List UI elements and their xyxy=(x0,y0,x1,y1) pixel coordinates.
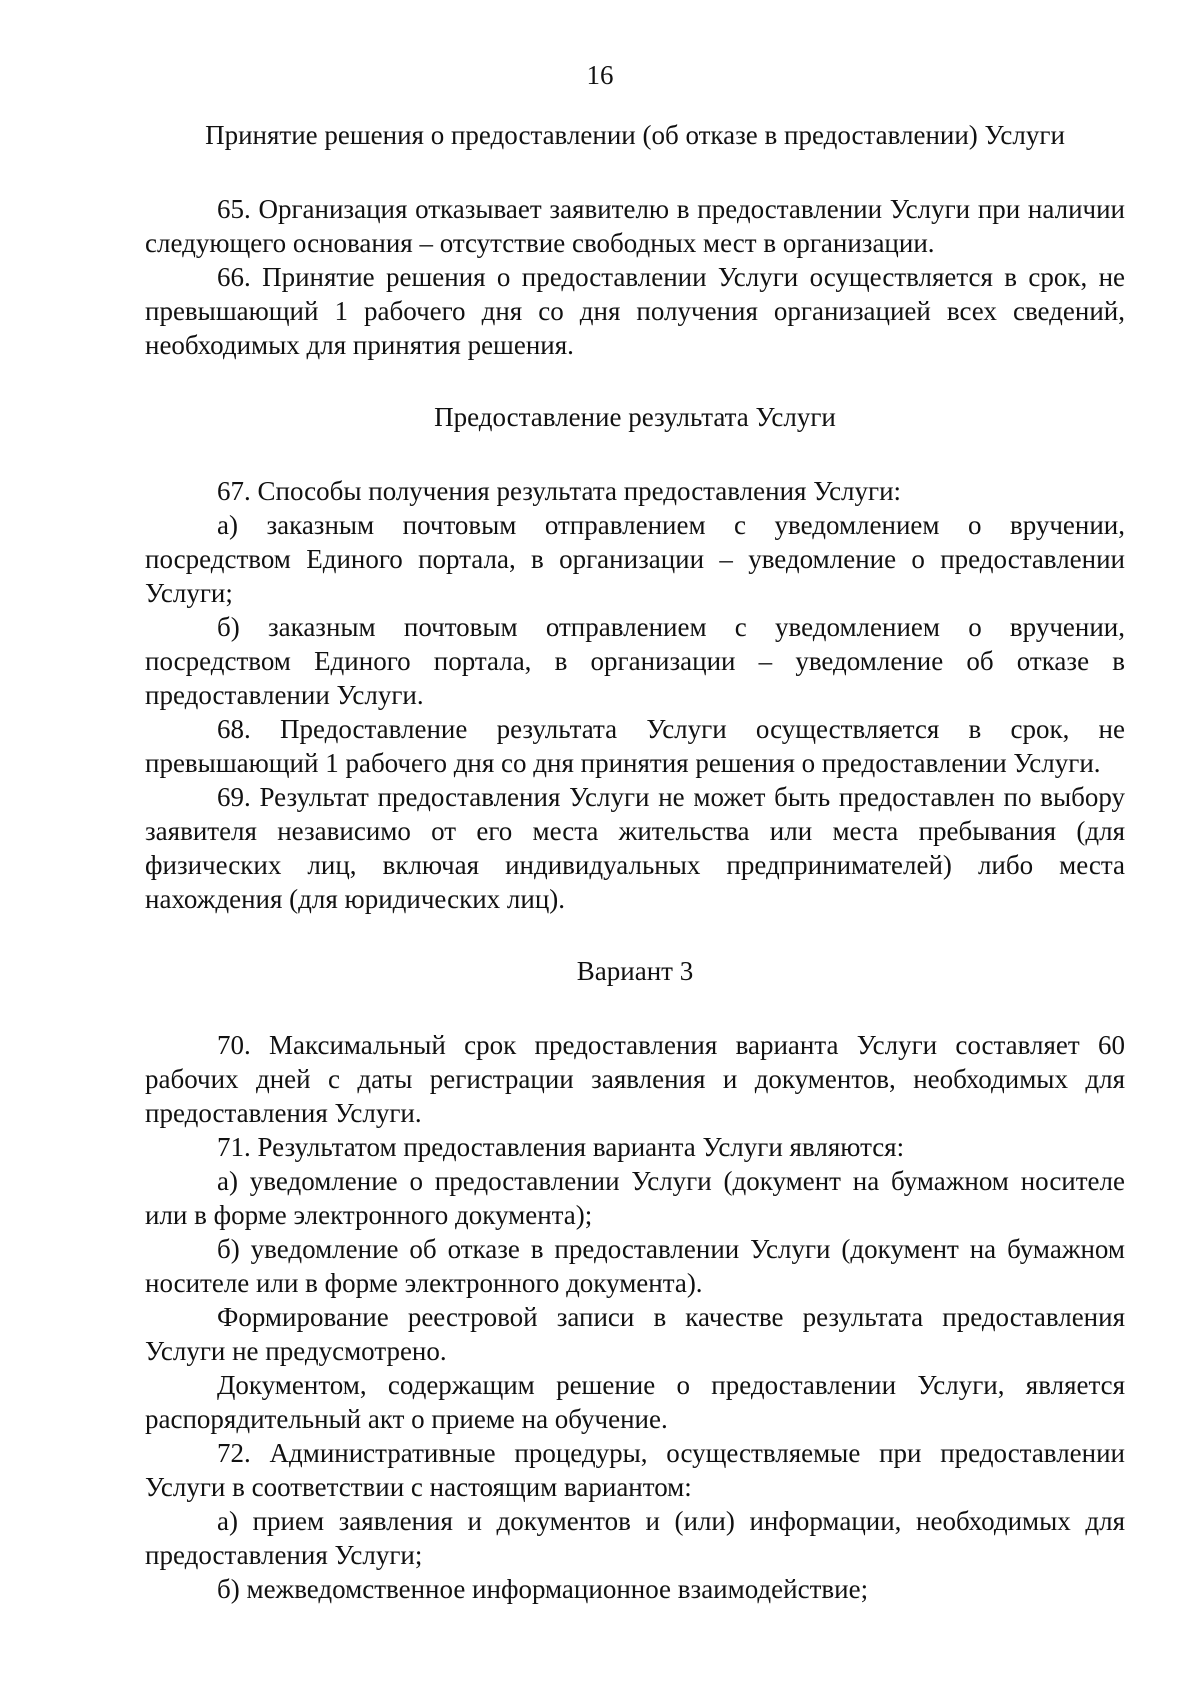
paragraph-66: 66. Принятие решения о предоставлении Услуги осуществляется в срок, не превышающий 1 рабочего дня со дня получения организацией всех сведений, необходимых для принятия решения. xyxy=(145,262,1125,360)
paragraph-67: 67. Способы получения результата предоставления Услуги: xyxy=(217,476,902,506)
document-body xyxy=(145,118,1125,1606)
paragraph-71: 71. Результатом предоставления варианта Услуги являются: xyxy=(217,1132,905,1162)
section-heading-result: Предоставление результата Услуги xyxy=(434,402,836,432)
page-number: 16 xyxy=(586,60,614,90)
paragraph-72-b: б) межведомственное информационное взаимодействие; xyxy=(217,1574,869,1604)
paragraph-67-b: б) заказным почтовым отправлением с уведомлением о вручении, посредством Единого портала, в организации – уведомление об отказе в предоставлении Услуги. xyxy=(145,612,1125,710)
paragraph-72-a: а) прием заявления и документов и (или) информации, необходимых для предоставления Услуги; xyxy=(145,1506,1125,1570)
paragraph-72: 72. Административные процедуры, осуществляемые при предоставлении Услуги в соответствии с настоящим вариантом: xyxy=(145,1438,1125,1502)
paragraph-registry-record: Формирование реестровой записи в качестве результата предоставления Услуги не предусмотрено. xyxy=(145,1302,1125,1366)
paragraph-69: 69. Результат предоставления Услуги не может быть предоставлен по выбору заявителя независимо от его места жительства или места пребывания (для физических лиц, включая индивидуальных предпринимателей) либо места нахождения (для юридических лиц). xyxy=(145,782,1125,914)
section-heading-decision: Принятие решения о предоставлении (об отказе в предоставлении) Услуги xyxy=(205,120,1065,150)
paragraph-70: 70. Максимальный срок предоставления варианта Услуги составляет 60 рабочих дней с даты регистрации заявления и документов, необходимых для предоставления Услуги. xyxy=(145,1030,1125,1128)
paragraph-65: 65. Организация отказывает заявителю в предоставлении Услуги при наличии следующего основания – отсутствие свободных мест в организации. xyxy=(145,194,1125,258)
paragraph-67-a: а) заказным почтовым отправлением с уведомлением о вручении, посредством Единого портала, в организации – уведомление о предоставлении Услуги; xyxy=(145,510,1125,608)
paragraph-71-a: а) уведомление о предоставлении Услуги (документ на бумажном носителе или в форме электронного документа); xyxy=(145,1166,1125,1230)
paragraph-decision-document: Документом, содержащим решение о предоставлении Услуги, является распорядительный акт о приеме на обучение. xyxy=(145,1370,1125,1434)
paragraph-68: 68. Предоставление результата Услуги осуществляется в срок, не превышающий 1 рабочего дня со дня принятия решения о предоставлении Услуги. xyxy=(145,714,1125,778)
section-heading-variant-3: Вариант 3 xyxy=(576,956,694,986)
paragraph-71-b: б) уведомление об отказе в предоставлении Услуги (документ на бумажном носителе или в форме электронного документа). xyxy=(145,1234,1125,1298)
